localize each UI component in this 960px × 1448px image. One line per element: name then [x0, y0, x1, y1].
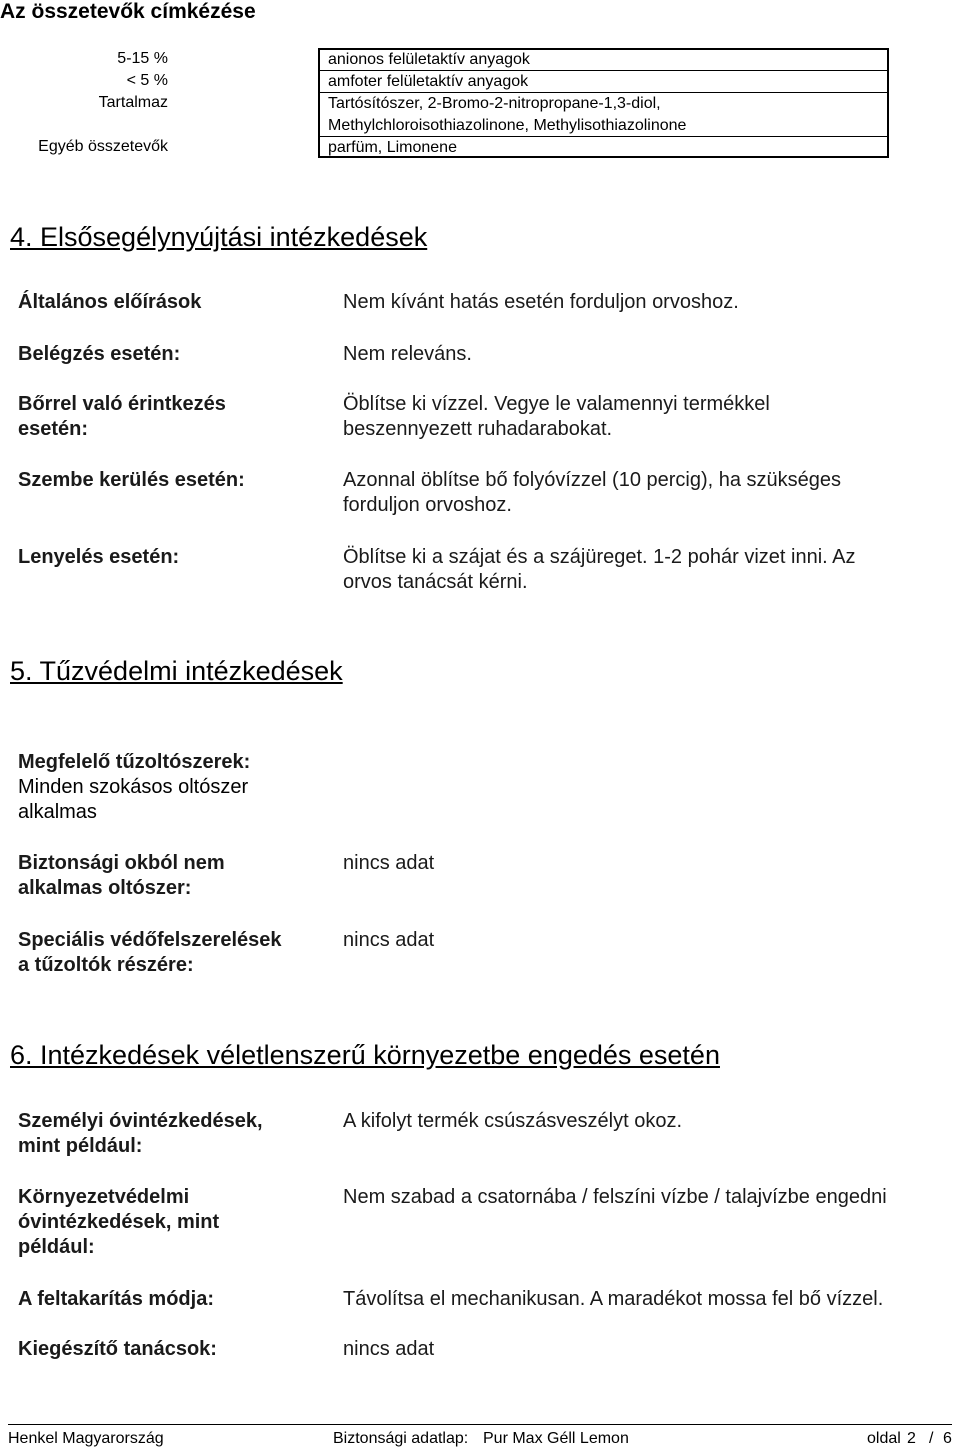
inhalation-label: Belégzés esetén: — [18, 343, 181, 365]
ingestion-value-line1: Öblítse ki a szájat és a szájüreget. 1-2 pohár vizet inni. Az — [343, 546, 856, 568]
footer-product: Pur Max Géll Lemon — [483, 1430, 629, 1447]
labeling-label-3: Tartalmaz — [98, 94, 168, 111]
skin-label-line2: esetén: — [18, 418, 89, 440]
skin-value-line2: beszennyezett ruhadarabokat. — [343, 418, 613, 440]
footer-page-current: 2 — [907, 1430, 916, 1447]
protective-equipment-label-line2: a tűzoltók részére: — [18, 954, 194, 976]
personal-precautions-label-line1: Személyi óvintézkedések, — [18, 1110, 263, 1132]
suitable-media-label: Megfelelő tűzoltószerek: — [18, 751, 251, 773]
footer-page-label: oldal — [867, 1430, 901, 1447]
footer-page-separator: / — [929, 1430, 934, 1447]
labeling-value-3b: Methylchloroisothiazolinone, Methylisothiazolinone — [328, 117, 687, 134]
footer-page-total: 6 — [943, 1430, 952, 1447]
general-value: Nem kívánt hatás esetén forduljon orvoshoz. — [343, 291, 739, 313]
eye-label: Szembe kerülés esetén: — [18, 469, 245, 491]
labeling-label-4: Egyéb összetevők — [38, 138, 168, 155]
section-4-title: 4. Elsősegélynyújtási intézkedések — [10, 222, 428, 252]
inhalation-value: Nem releváns. — [343, 343, 472, 365]
cleanup-method-value: Távolítsa el mechanikusan. A maradékot mossa fel bő vízzel. — [343, 1288, 884, 1310]
protective-equipment-value: nincs adat — [343, 929, 435, 951]
cleanup-method-label: A feltakarítás módja: — [18, 1288, 214, 1310]
environmental-precautions-value: Nem szabad a csatornába / felszíni vízbe / talajvízbe engedni — [343, 1186, 887, 1208]
unsuitable-media-value: nincs adat — [343, 852, 435, 874]
section-6-title: 6. Intézkedések véletlenszerű környezetbe engedés esetén — [10, 1040, 720, 1070]
ingestion-label: Lenyelés esetén: — [18, 546, 180, 568]
personal-precautions-label-line2: mint például: — [18, 1135, 143, 1157]
suitable-media-value-line1: Minden szokásos oltószer — [18, 776, 249, 798]
skin-value-line1: Öblítse ki vízzel. Vegye le valamennyi termékkel — [343, 393, 770, 415]
skin-label-line1: Bőrrel való érintkezés — [18, 393, 226, 415]
eye-value-line2: forduljon orvoshoz. — [343, 494, 512, 516]
labeling-label-1: 5-15 % — [117, 50, 168, 67]
labeling-value-3a: Tartósítószer, 2-Bromo-2-nitropropane-1,3-diol, — [328, 95, 661, 112]
labeling-value-1: anionos felületaktív anyagok — [328, 51, 530, 68]
page-heading: Az összetevők címkézése — [0, 0, 256, 23]
ingestion-value-line2: orvos tanácsát kérni. — [343, 571, 528, 593]
environmental-precautions-label-line2: óvintézkedések, mint — [18, 1211, 220, 1233]
footer-doc-label: Biztonsági adatlap: — [333, 1430, 469, 1447]
unsuitable-media-label-line1: Biztonsági okból nem — [18, 852, 225, 874]
additional-advice-value: nincs adat — [343, 1338, 435, 1360]
labeling-value-4: parfüm, Limonene — [328, 139, 457, 156]
labeling-label-2: < 5 % — [126, 72, 168, 89]
general-label: Általános előírások — [18, 291, 202, 313]
footer-divider — [8, 1424, 952, 1425]
labeling-value-2: amfoter felületaktív anyagok — [328, 73, 529, 90]
personal-precautions-value: A kifolyt termék csúszásveszélyt okoz. — [343, 1110, 683, 1132]
additional-advice-label: Kiegészítő tanácsok: — [18, 1338, 217, 1360]
environmental-precautions-label-line1: Környezetvédelmi — [18, 1186, 190, 1208]
footer-company: Henkel Magyarország — [8, 1430, 164, 1447]
environmental-precautions-label-line3: például: — [18, 1236, 95, 1258]
suitable-media-value-line2: alkalmas — [18, 801, 97, 823]
protective-equipment-label-line1: Speciális védőfelszerelések — [18, 929, 282, 951]
unsuitable-media-label-line2: alkalmas oltószer: — [18, 877, 192, 899]
section-5-title: 5. Tűzvédelmi intézkedések — [10, 656, 343, 686]
eye-value-line1: Azonnal öblítse bő folyóvízzel (10 percig), ha szükséges — [343, 469, 842, 491]
